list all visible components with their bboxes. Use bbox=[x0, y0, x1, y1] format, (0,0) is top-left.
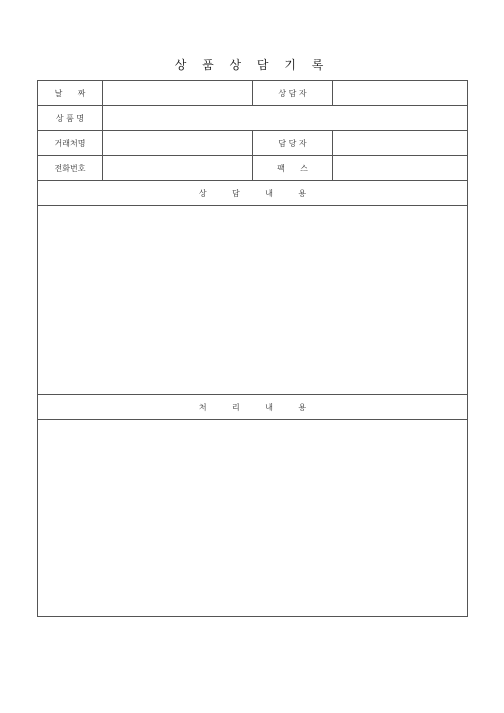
counselor-label: 상 담 자 bbox=[253, 81, 333, 106]
product-row bbox=[38, 106, 468, 131]
processing-section-header: 처 리 내 용 bbox=[38, 395, 468, 420]
consultation-section-header: 상 담 내 용 bbox=[38, 181, 468, 206]
consultation-header-row bbox=[38, 181, 468, 206]
client-field[interactable] bbox=[103, 131, 253, 156]
consultation-content-row bbox=[38, 206, 468, 395]
date-field[interactable] bbox=[103, 81, 253, 106]
client-label: 거래처명 bbox=[38, 131, 103, 156]
consultation-content-area[interactable] bbox=[38, 206, 468, 395]
phone-label: 전화번호 bbox=[38, 156, 103, 181]
processing-content-row bbox=[38, 420, 468, 617]
fax-field[interactable] bbox=[333, 156, 468, 181]
consultation-form bbox=[37, 80, 468, 617]
phone-field[interactable] bbox=[103, 156, 253, 181]
date-label: 날 짜 bbox=[38, 81, 103, 106]
fax-label: 팩 스 bbox=[253, 156, 333, 181]
processing-header-row bbox=[38, 395, 468, 420]
processing-content-area[interactable] bbox=[38, 420, 468, 617]
counselor-field[interactable] bbox=[333, 81, 468, 106]
product-field[interactable] bbox=[103, 106, 468, 131]
client-row bbox=[38, 131, 468, 156]
phone-row bbox=[38, 156, 468, 181]
document-title: 상 품 상 담 기 록 bbox=[174, 58, 330, 72]
manager-label: 담 당 자 bbox=[253, 131, 333, 156]
manager-field[interactable] bbox=[333, 131, 468, 156]
date-row bbox=[38, 81, 468, 106]
product-label: 상 품 명 bbox=[38, 106, 103, 131]
